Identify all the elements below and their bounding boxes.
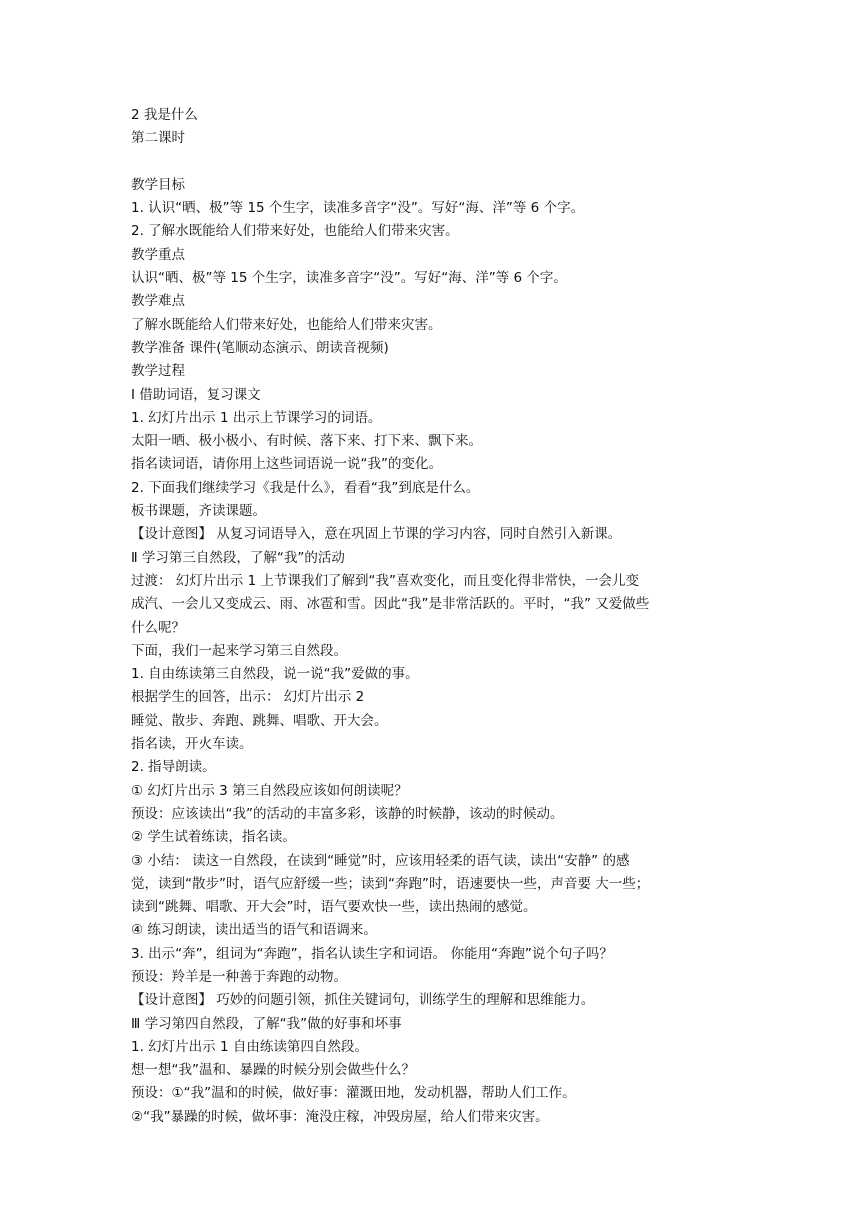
text-line: ② 学生试着练读，指名读。	[131, 829, 296, 846]
text-line: 预设：羚羊是一种善于奔跑的动物。	[131, 968, 347, 985]
text-line: 教学准备 课件(笔顺动态演示、朗读音视频)	[131, 339, 389, 356]
text-line: 2. 下面我们继续学习《我是什么》，看看“我”到底是什么。	[131, 479, 480, 496]
text-line: 1. 自由练读第三自然段，说一说“我”爱做的事。	[131, 666, 419, 683]
text-line: ① 幻灯片出示 3 第三自然段应该如何朗读呢？	[131, 782, 408, 799]
text-line: 成汽、一会儿又变成云、雨、冰雹和雪。因此“我”是非常活跃的。平时，“我” 又爱做些	[131, 596, 650, 613]
text-line: 2. 了解水既能给人们带来好处，也能给人们带来灾害。	[131, 223, 459, 240]
text-line: 指名读词语，请你用上这些词语说一说“我”的变化。	[131, 456, 442, 473]
text-line: 认识“晒、极”等 15 个生字，读准多音字“没”。写好“海、洋”等 6 个字。	[131, 270, 567, 287]
text-line: 1. 认识“晒、极”等 15 个生字，读准多音字“没”。写好“海、洋”等 6 个字。	[131, 200, 585, 217]
text-line: 教学过程	[131, 363, 185, 380]
text-line: 根据学生的回答，出示： 幻灯片出示 2	[131, 689, 365, 706]
text-line: 1. 幻灯片出示 1 自由练读第四自然段。	[131, 1038, 368, 1055]
text-line: 板书课题，齐读课题。	[131, 503, 266, 520]
lesson-period: 第二课时	[131, 130, 185, 147]
text-line: 读到“跳舞、唱歌、开大会”时，语气要欢快一些，读出热闹的感觉。	[131, 899, 537, 916]
text-line: 了解水既能给人们带来好处，也能给人们带来灾害。	[131, 316, 442, 333]
blank-line	[131, 151, 741, 174]
text-line: 教学难点	[131, 293, 185, 310]
lesson-text	[131, 174, 741, 1129]
text-line: 【设计意图】 巧妙的问题引领，抓住关键词句，训练学生的理解和思维能力。	[131, 992, 595, 1009]
text-line: 1. 幻灯片出示 1 出示上节课学习的词语。	[131, 409, 382, 426]
text-line: 3. 出示“奔”，组词为“奔跑”，指名认读生字和词语。 你能用“奔跑”说个句子吗？	[131, 945, 613, 962]
text-line: 觉，读到“散步”时，语气应舒缓一些；读到“奔跑”时，语速要快一些，声音要 大一些；	[131, 875, 650, 892]
text-line: 睡觉、散步、奔跑、跳舞、唱歌、开大会。	[131, 712, 388, 729]
lesson-title: 2 我是什么	[131, 107, 198, 123]
text-line: 过渡： 幻灯片出示 1 上节课我们了解到“我”喜欢变化，而且变化得非常快，一会儿变	[131, 572, 639, 589]
text-line: Ⅰ 借助词语，复习课文	[131, 386, 261, 403]
text-line: 想一想“我”温和、暴躁的时候分别会做些什么？	[131, 1062, 415, 1079]
document-body	[131, 104, 741, 1129]
text-line: ④ 练习朗读，读出适当的语气和语调来。	[131, 922, 377, 939]
text-line: 预设：应该读出“我”的活动的丰富多彩，该静的时候静，该动的时候动。	[131, 805, 564, 822]
text-line: 教学目标	[131, 176, 185, 193]
text-line: 指名读，开火车读。	[131, 736, 253, 753]
text-line: 什么呢？	[131, 619, 185, 636]
text-line: 教学重点	[131, 246, 185, 263]
text-line: 2. 指导朗读。	[131, 759, 216, 776]
text-line: Ⅲ 学习第四自然段，了解“我”做的好事和坏事	[131, 1015, 402, 1032]
text-line: 太阳一晒、极小极小、有时候、落下来、打下来、飘下来。	[131, 433, 482, 450]
text-line: 【设计意图】 从复习词语导入，意在巩固上节课的学习内容，同时自然引入新课。	[131, 526, 622, 543]
text-line: 预设：①“我”温和的时候，做好事：灌溉田地，发动机器，帮助人们工作。	[131, 1085, 576, 1102]
text-line: ②“我”暴躁的时候，做坏事：淹没庄稼，冲毁房屋，给人们带来灾害。	[131, 1108, 549, 1125]
text-line: ③ 小结： 读这一自然段，在读到“睡觉”时，应该用轻柔的语气读，读出“安静” 的感	[131, 852, 630, 869]
text-line: Ⅱ 学习第三自然段，了解“我”的活动	[131, 549, 345, 566]
text-line: 下面，我们一起来学习第三自然段。	[131, 642, 347, 659]
